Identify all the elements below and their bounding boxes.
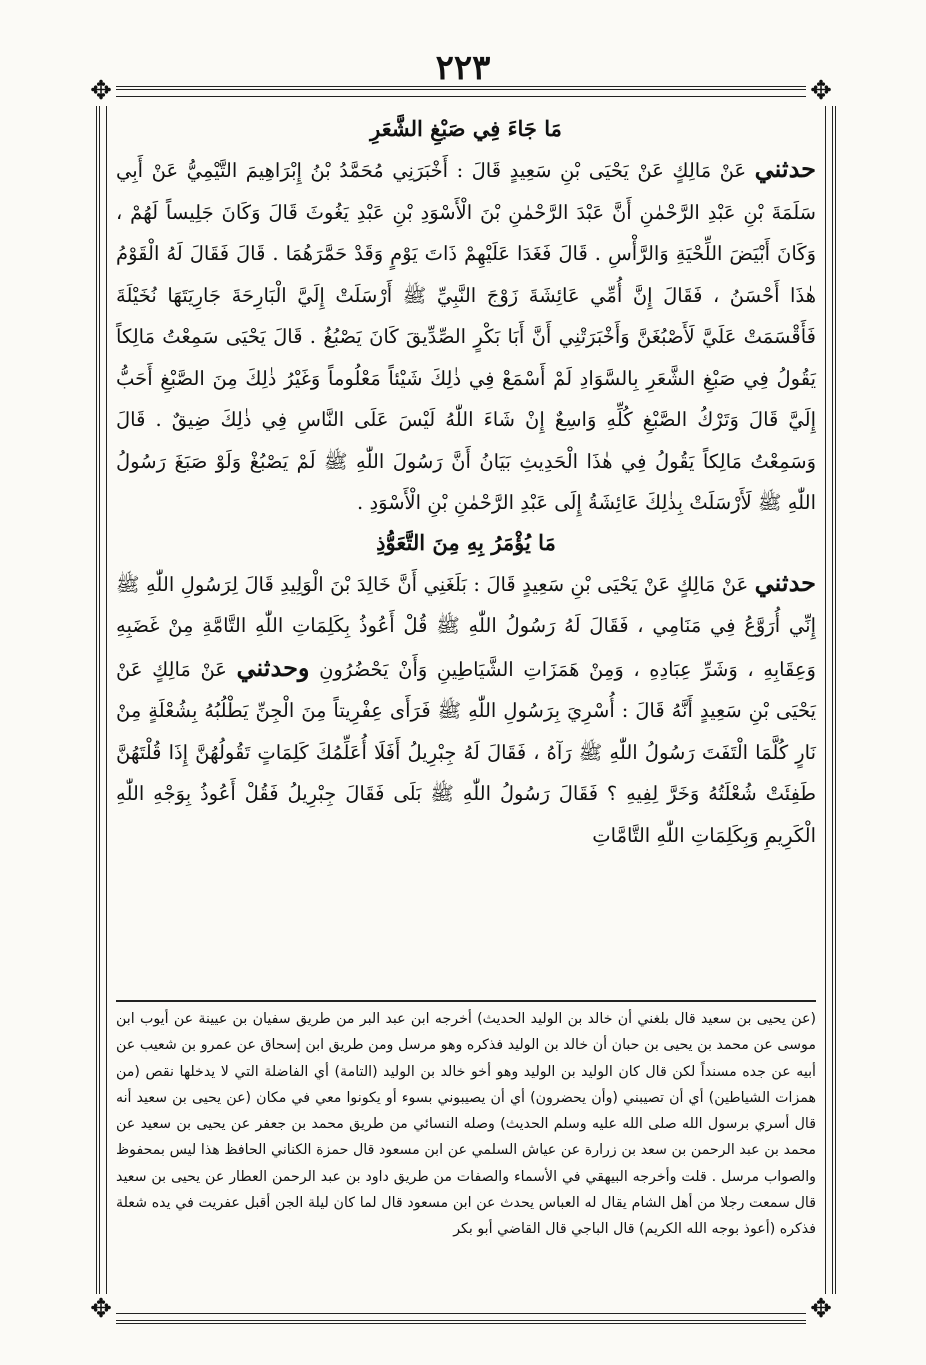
chapter-heading-seeking-refuge: مَا يُؤْمَرُ بِهِ مِنَ التَّعَوُّذِ bbox=[376, 529, 556, 555]
hadith-opening: حدثني bbox=[754, 567, 817, 597]
footnotes bbox=[116, 1006, 816, 1306]
hadith-paragraph-1 bbox=[116, 148, 816, 524]
chapter-heading-dyeing-hair: مَا جَاءَ فِي صَبْغِ الشَّعَرِ bbox=[370, 116, 562, 141]
corner-ornament-icon: ✥ bbox=[806, 76, 836, 106]
corner-ornament-icon: ✥ bbox=[806, 1294, 836, 1324]
page-number: ٢٢٣ bbox=[435, 48, 491, 88]
footnote-divider bbox=[116, 1000, 816, 1002]
hadith-text: عَنْ مَالِكٍ عَنْ يَحْيَى بْنِ سَعِيدٍ قَالَ : أَخْبَرَنِي مُحَمَّدُ بْنُ إِبْرَاهِيمَ التَّيْمِيُّ عَنْ أَبِي سَلَمَةَ بْنِ عَبْدِ الرَّحْمٰنِ أَنَّ عَبْدَ الرَّحْمٰنِ بْنَ الْأَسْوَدِ بْنِ عَبْدِ يَغُوثَ قَالَ وَكَانَ جَلِيساً لَهُمْ ، وَكَانَ أَبْيَضَ اللِّحْيَةِ وَالرَّأْسِ . قَالَ فَغَدَا عَلَيْهِمْ ذَاتَ يَوْمٍ وَقَدْ حَمَّرَهُمَا . قَالَ فَقَالَ لَهُ الْقَوْمُ هٰذَا أَحْسَنُ ، فَقَالَ إِنَّ أُمِّي عَائِشَةَ زَوْجَ النَّبِيِّ ﷺ أَرْسَلَتْ إِلَيَّ الْبَارِحَةَ جَارِيَتَهَا نُخَيْلَةَ فَأَقْسَمَتْ عَلَيَّ لَأَصْبُغَنَّ وَأَخْبَرَتْنِي أَنَّ أَبَا بَكْرٍ الصِّدِّيقَ كَانَ يَصْبُغُ . قَالَ يَحْيَى سَمِعْتُ مَالِكاً يَقُولُ فِي صَبْغِ الشَّعَرِ بِالسَّوَادِ لَمْ أَسْمَعْ فِي ذٰلِكَ شَيْئاً مَعْلُوماً وَغَيْرُ ذٰلِكَ مِنَ الصَّبْغِ أَحَبُّ إِلَيَّ قَالَ وَتَرْكُ الصَّبْغِ كُلِّهِ وَاسِعٌ إِنْ شَاءَ اللّٰهُ لَيْسَ عَلَى النَّاسِ فِي ذٰلِكَ ضِيقٌ . قَالَ وَسَمِعْتُ مَالِكاً يَقُولُ فِي هٰذَا الْحَدِيثِ بَيَانُ أَنَّ رَسُولَ اللّٰهِ ﷺ لَمْ يَصْبُغْ وَلَوْ صَبَغَ رَسُولُ اللّٰهِ ﷺ لَأَرْسَلَتْ بِذٰلِكَ عَائِشَةُ إِلَى عَبْدِ الرَّحْمٰنِ بْنِ الْأَسْوَدِ . bbox=[116, 159, 816, 514]
corner-ornament-icon: ✥ bbox=[86, 1294, 116, 1324]
hadith-paragraph-2 bbox=[116, 562, 816, 857]
hadith-text: عَنْ مَالِكٍ عَنْ يَحْيَى بْنِ سَعِيدٍ قَالَ : بَلَغَنِي أَنَّ خَالِدَ بْنَ الْوَلِيدِ قَالَ لِرَسُولِ اللّٰهِ ﷺ إِنِّي أُرَوَّعُ فِي مَنَامِي ، فَقَالَ لَهُ رَسُولُ اللّٰهِ ﷺ قُلْ أَعُوذُ بِكَلِمَاتِ اللّٰهِ التَّامَّةِ مِنْ غَضَبِهِ وَعِقَابِهِ ، وَشَرِّ عِبَادِهِ ، وَمِنْ هَمَزَاتِ الشَّيَاطِينِ وَأَنْ يَحْضُرُونِ bbox=[116, 572, 816, 681]
hadith-text: عَنْ مَالِكٍ عَنْ يَحْيَى بْنِ سَعِيدٍ أَنَّهُ قَالَ : أُسْرِيَ بِرَسُولِ اللّٰهِ ﷺ فَرَأَى عِفْرِيتاً مِنَ الْجِنِّ يَطْلُبُهُ بِشُعْلَةٍ مِنْ نَارٍ كُلَّمَا الْتَفَتَ رَسُولُ اللّٰهِ ﷺ رَآهُ ، فَقَالَ لَهُ جِبْرِيلُ أَفَلَا أُعَلِّمُكَ كَلِمَاتٍ تَقُولُهُنَّ إِذَا قُلْتَهُنَّ طَفِئَتْ شُعْلَتُهُ وَخَرَّ لِفِيهِ ؟ فَقَالَ رَسُولُ اللّٰهِ ﷺ بَلَى فَقَالَ جِبْرِيلُ فَقُلْ أَعُوذُ بِوَجْهِ اللّٰهِ الْكَرِيمِ وَبِكَلِمَاتِ اللّٰهِ التَّامَّاتِ bbox=[116, 657, 816, 847]
corner-ornament-icon: ✥ bbox=[86, 76, 116, 106]
footnote-text: (عن يحيى بن سعيد قال بلغني أن خالد بن الوليد الحديث) أخرجه ابن عبد البر من طريق سفيان بن عيينة عن أيوب ابن موسى عن محمد بن يحيى بن حبان أن خالد بن الوليد فذكره وهو مرسل ومن طريق ابن إسحاق عن عمرو بن شعيب عن أبيه عن جده مسنداً لكن قال كان الوليد بن الوليد وهو أخو خالد بن الوليد (التامة) أي الفاضلة التي لا يدخلها نقص (من همزات الشياطين) أي أن تصيبني (وأن يحضرون) أي أن يصيبوني بسوء أو يكونوا معي في مكان (عن يحيى بن سعيد أنه قال أسري برسول الله صلى الله عليه وسلم الحديث) وصله النسائي من طريق محمد بن جعفر عن يحيى بن سعيد عن محمد بن عبد الرحمن بن سعد بن زرارة عن عياش السلمي عن ابن مسعود قال حمزة الكناني الحافظ هذا ليس بمحفوظ والصواب مرسل . قلت وأخرجه البيهقي في الأسماء والصفات من طريق داود بن عبد الرحمن العطار عن يحيى بن سعيد قال سمعت رجلا من أهل الشام يقال له العباس يحدث عن ابن مسعود قال لما كان ليلة الجن أقبل عفريت في يده شعلة فذكره (أعوذ بوجه الله الكريم) قال الباجي قال القاضي أبو بكر bbox=[116, 1011, 816, 1238]
hadith-opening: وحدثني bbox=[236, 652, 310, 682]
hadith-opening: حدثني bbox=[754, 154, 817, 183]
